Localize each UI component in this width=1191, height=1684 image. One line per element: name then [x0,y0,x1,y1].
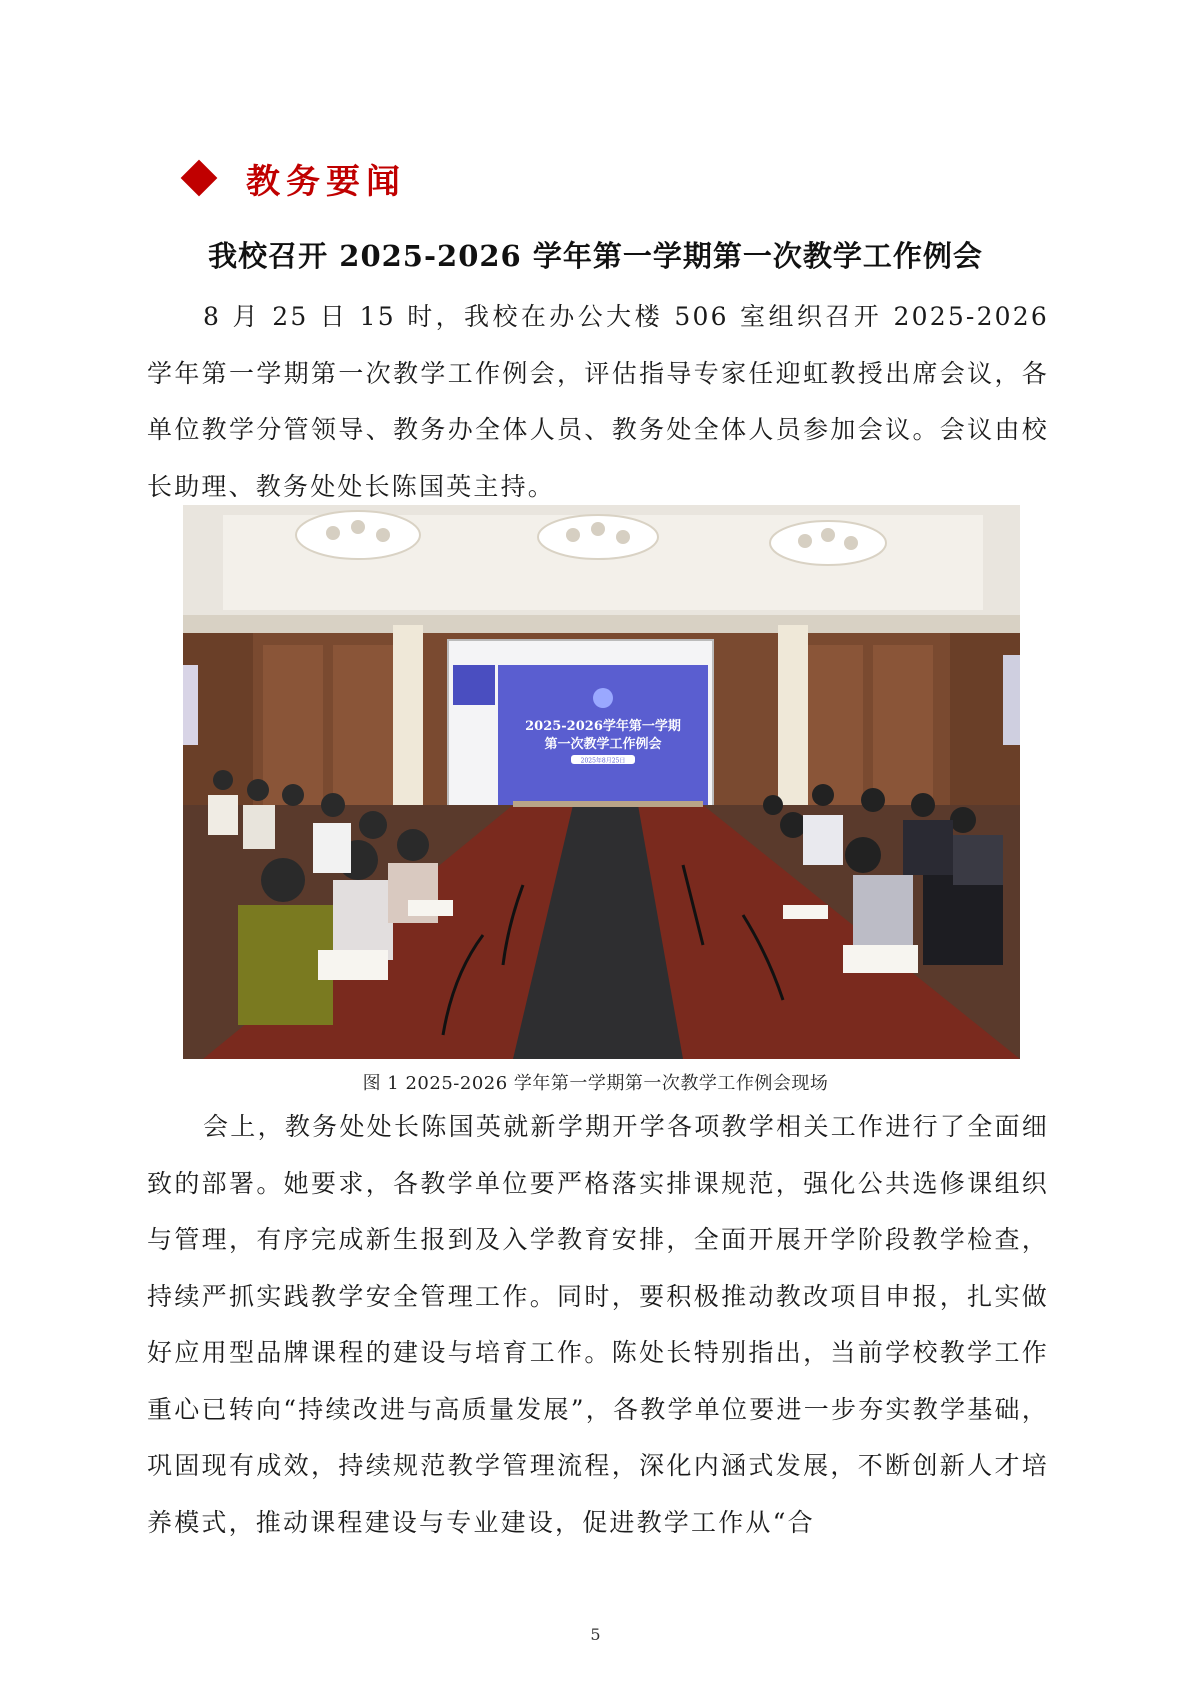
article-paragraph-1: 8 月 25 日 15 时，我校在办公大楼 506 室组织召开 2025-2026 学年第一学期第一次教学工作例会，评估指导专家任迎虹教授出席会议，各单位教学分管领导、教务办全体人员、教务处全体人员参加会议。会议由校长助理、教务处处长陈国英主持。 [147,302,1049,501]
meeting-photo [183,505,1020,1059]
slide-title-line1: 2025-2026学年第一学期 [525,719,681,734]
article-paragraph-2: 会上，教务处处长陈国英就新学期开学各项教学相关工作进行了全面细致的部署。她要求，各教学单位要严格落实排课规范，强化公共选修课组织与管理，有序完成新生报到及入学教育安排，全面开展开学阶段教学检查，持续严抓实践教学安全管理工作。同时，要积极推动教改项目申报，扎实做好应用型品牌课程的建设与培育工作。陈处长特别指出，当前学校教学工作重心已转向“持续改进与高质量发展”，各教学单位要进一步夯实教学基础，巩固现有成效，持续规范教学管理流程，深化内涵式发展，不断创新人才培养模式，推动课程建设与专业建设，促进教学工作从“合 [147,1112,1049,1537]
article-title: 我校召开 2025-2026 学年第一学期第一次教学工作例会 [208,239,983,273]
section-title: 教务要闻 [246,161,406,202]
slide-date: 2025年8月25日 [580,757,626,765]
slide-title-line2: 第一次教学工作例会 [544,737,662,752]
diamond-bullet-icon [181,160,218,197]
section-header [186,150,406,206]
figure-caption: 图 1 2025-2026 学年第一学期第一次教学工作例会现场 [362,1073,829,1094]
page-number: 5 [590,1625,601,1644]
